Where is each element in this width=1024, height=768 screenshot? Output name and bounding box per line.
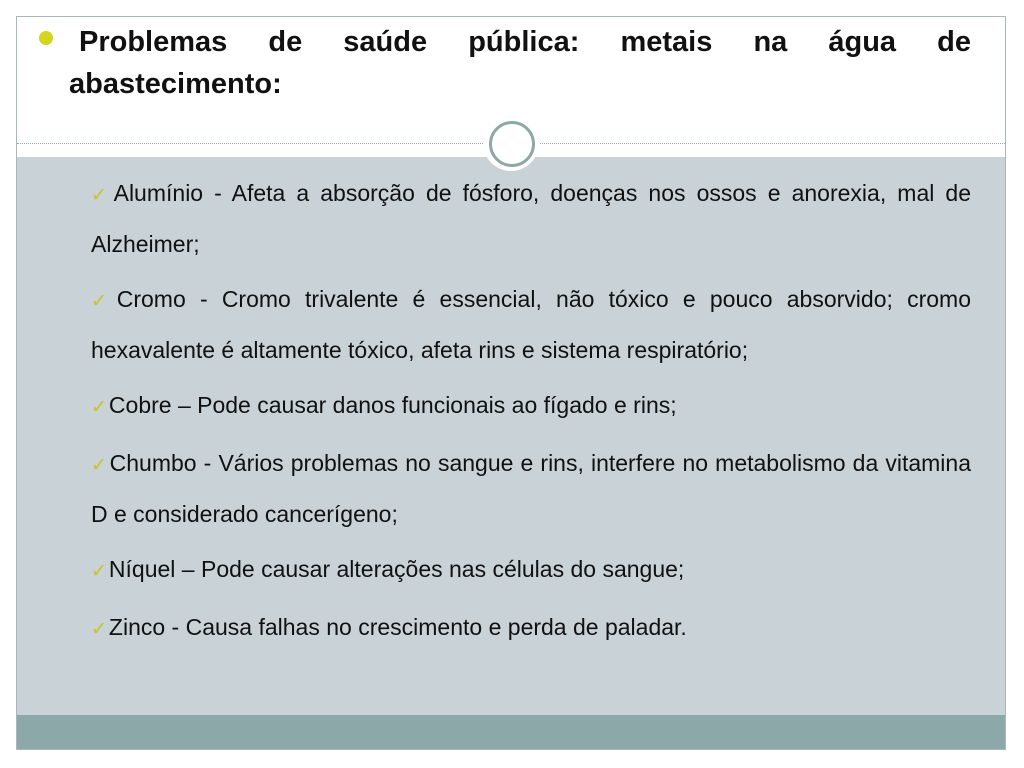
checkmark-icon: ✓ (91, 455, 108, 476)
list-item-text: Alumínio - Afeta a absorção de fósforo, doenças nos ossos e anorexia, mal de Alzheimer; (91, 180, 971, 257)
circle-bullet-icon (39, 31, 53, 45)
list-item-chumbo (91, 439, 971, 538)
list-item-zinco (91, 603, 971, 654)
checkmark-icon: ✓ (91, 291, 115, 312)
list-item-aluminio (91, 169, 971, 268)
list-item-niquel (91, 545, 971, 596)
list-item-text: Cobre – Pode causar danos funcionais ao fígado e rins; (108, 392, 677, 418)
footer-band (17, 715, 1006, 750)
metals-list (91, 169, 971, 661)
checkmark-icon: ✓ (91, 561, 107, 582)
checkmark-icon: ✓ (91, 185, 112, 206)
list-item-cromo (91, 275, 971, 374)
title-block (39, 21, 971, 105)
list-item-text: Níquel – Pode causar alterações nas células do sangue; (108, 556, 685, 582)
checkmark-icon: ✓ (91, 397, 107, 418)
slide-title-line-1: Problemas de saúde pública: metais na água de (79, 26, 971, 58)
list-item-text: Zinco - Causa falhas no crescimento e perda de paladar. (108, 614, 687, 640)
list-item-cobre (91, 381, 971, 432)
slide-title-line-2: abastecimento: (69, 68, 282, 100)
divider-circle-icon (483, 115, 539, 171)
circle-ring (489, 121, 535, 167)
list-item-text: Chumbo - Vários problemas no sangue e rins, interfere no metabolismo da vitamina D e considerado cancerígeno; (91, 450, 971, 527)
checkmark-icon: ✓ (91, 619, 107, 640)
slide (16, 16, 1006, 750)
list-item-text: Cromo - Cromo trivalente é essencial, não tóxico e pouco absorvido; cromo hexavalente é altamente tóxico, afeta rins e sistema respiratório; (91, 286, 971, 363)
